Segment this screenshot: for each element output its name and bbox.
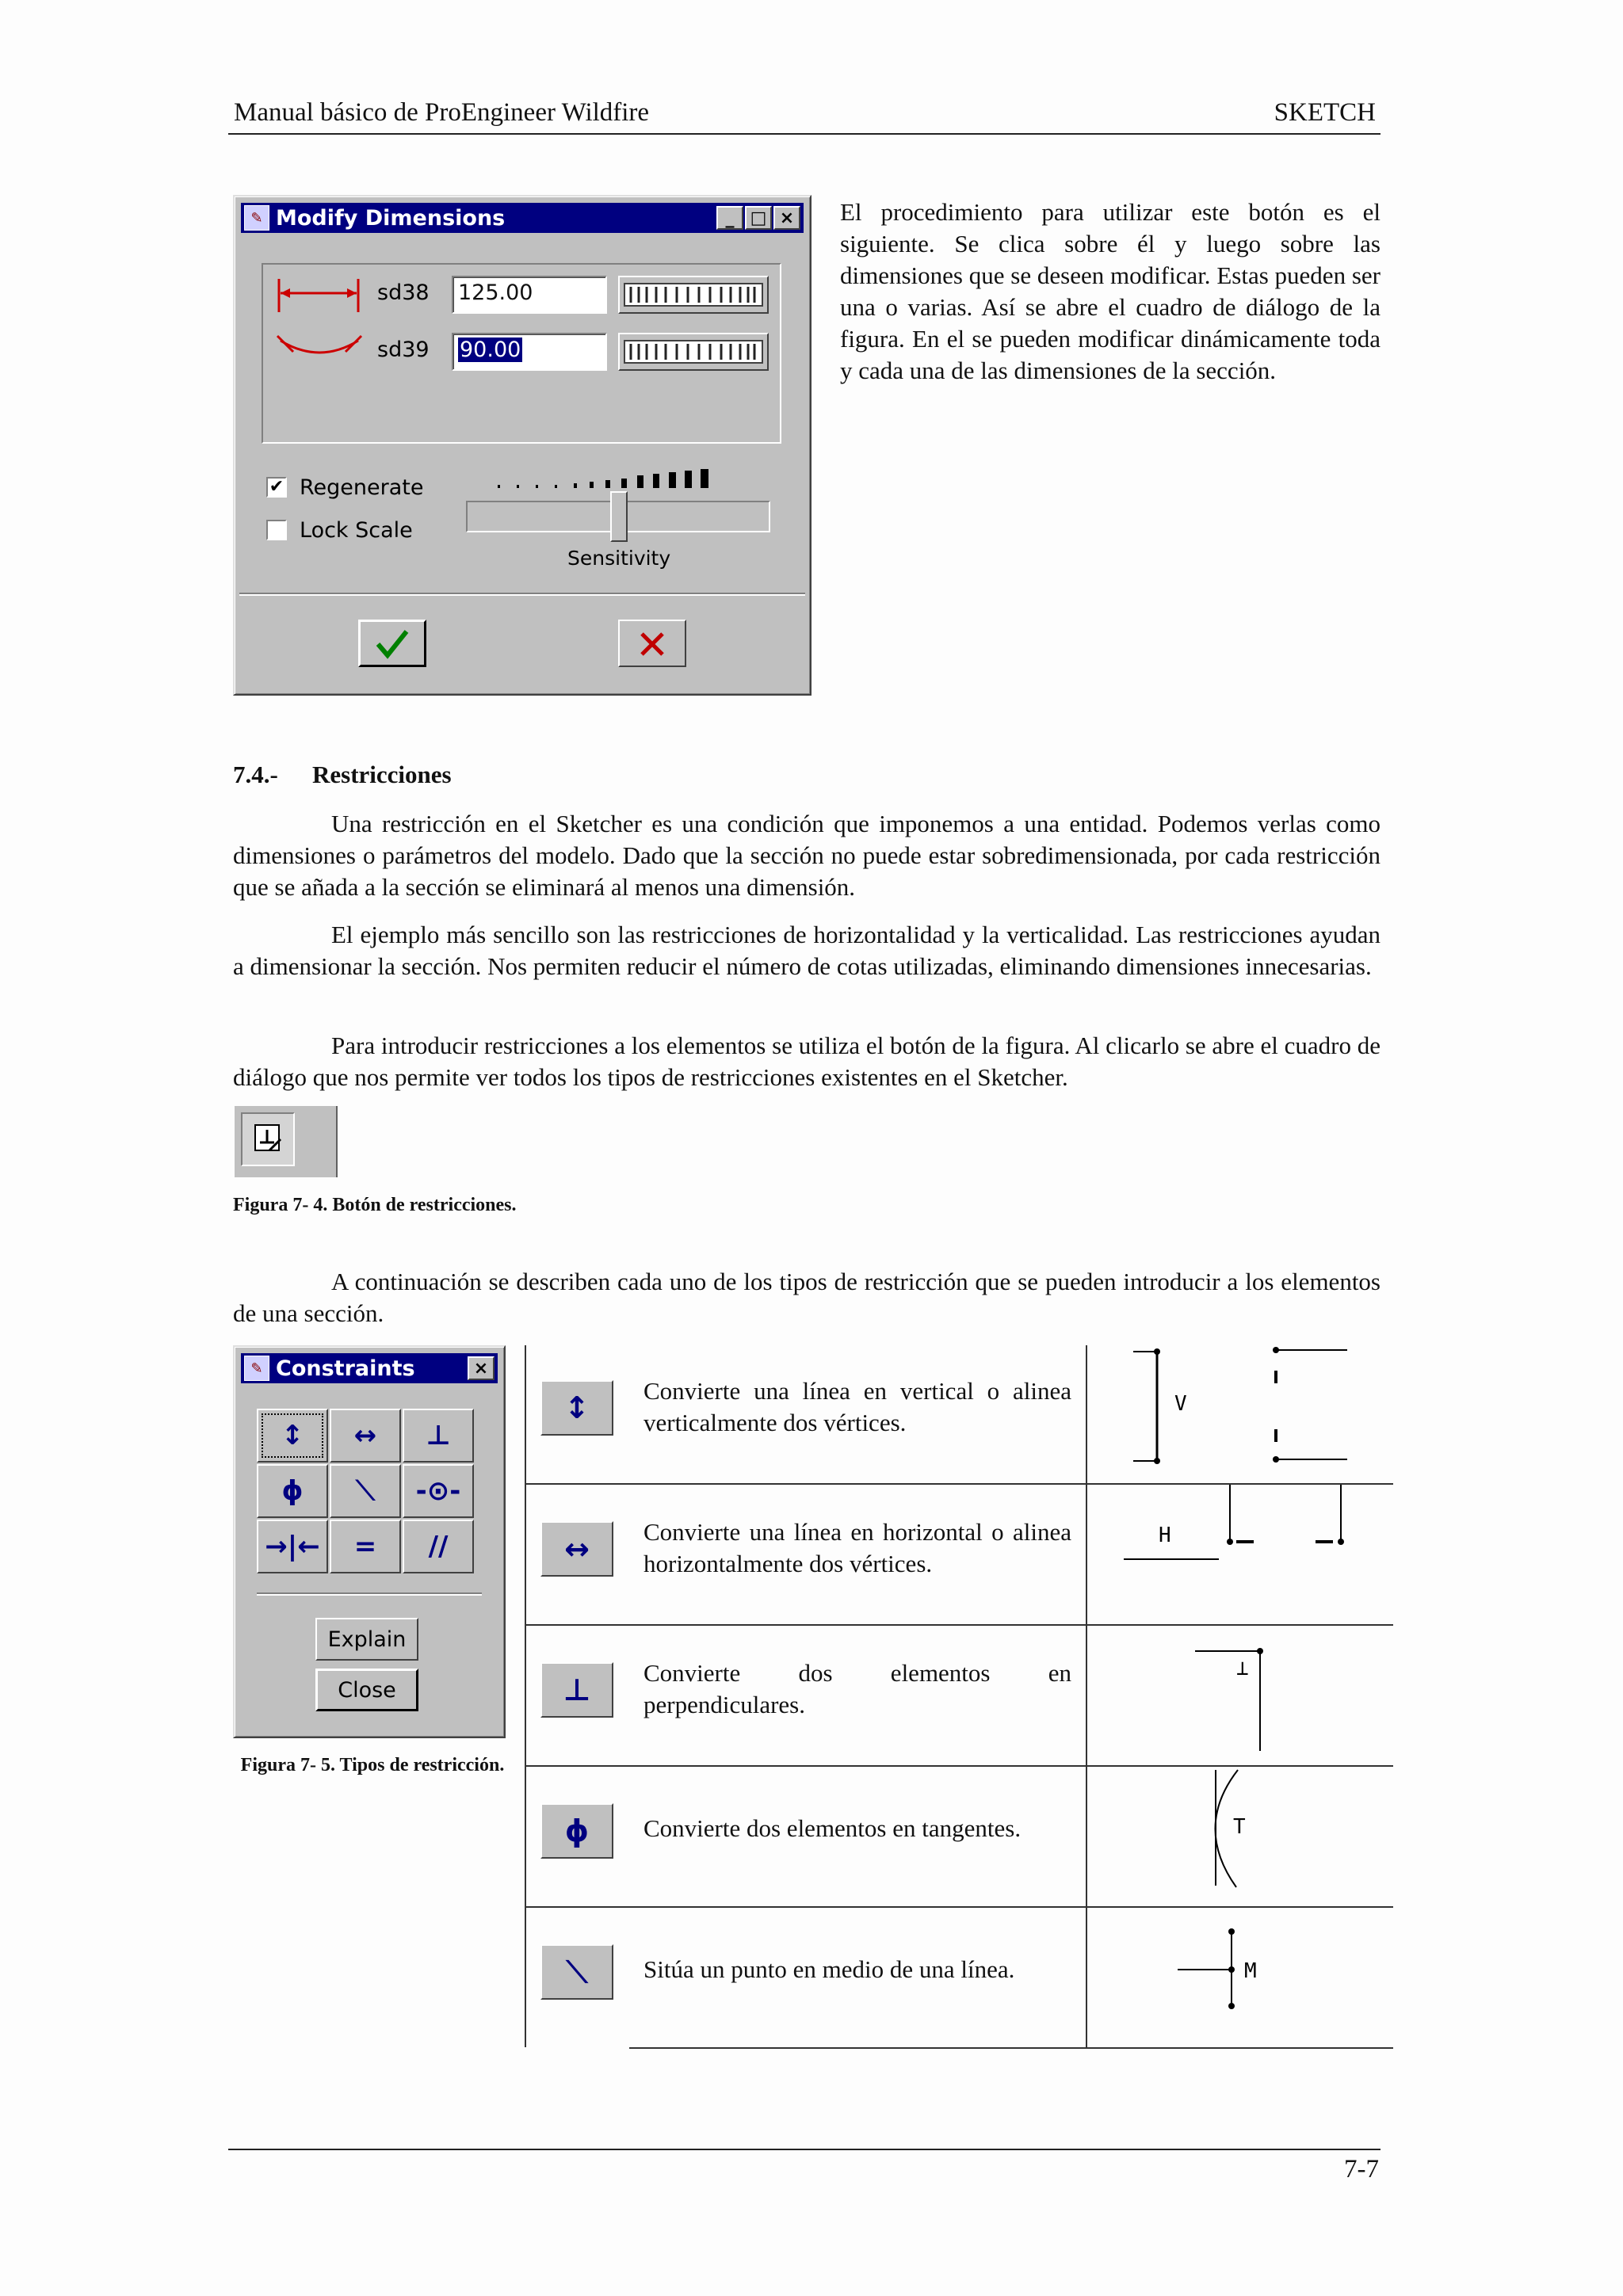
cancel-button[interactable]: [618, 620, 686, 667]
perpendicular-constraint-button[interactable]: [403, 1409, 474, 1463]
sensitivity-label: Sensitivity: [567, 547, 671, 570]
minimize-button[interactable]: _: [716, 206, 743, 230]
table-row-rule: [526, 1906, 1393, 1908]
table-divider: [1086, 1345, 1087, 2047]
section-number: 7.4.-: [233, 761, 278, 788]
midpoint-icon: ⟍: [566, 1954, 588, 1989]
horizontal-constraint-button[interactable]: [330, 1409, 401, 1463]
table-row-perpendicular-button: [540, 1662, 613, 1718]
parallel-constraint-button[interactable]: [403, 1520, 474, 1573]
dimension-value-sd39[interactable]: [452, 333, 607, 371]
midpoint-constraint-button[interactable]: [330, 1464, 401, 1518]
constraints-dialog: [233, 1345, 506, 1738]
close-window-button[interactable]: ×: [468, 1356, 495, 1380]
midpoint-sketch-label: M: [1244, 1959, 1257, 1983]
constraints-toolbar-figure: [235, 1106, 338, 1177]
point-on-entity-constraint-button[interactable]: [403, 1464, 474, 1518]
dimension-name-sd39: sd39: [377, 338, 430, 362]
horizontal-icon: ↔: [353, 1420, 377, 1451]
midpoint-sketch-example: [1117, 1917, 1387, 2036]
vertical-icon: ↕: [564, 1390, 590, 1425]
figure-4-caption: Figura 7- 4. Botón de restricciones.: [233, 1195, 517, 1215]
figure-5-caption: Figura 7- 5. Tipos de restricción.: [240, 1755, 505, 1775]
explain-button[interactable]: Explain: [315, 1618, 418, 1661]
table-row-midpoint-text: Sitúa un punto en medio de una línea.: [643, 1955, 1015, 1983]
equal-constraint-button[interactable]: [330, 1520, 401, 1573]
tangent-icon: ϕ: [281, 1475, 304, 1507]
app-icon: ✎: [244, 205, 269, 231]
thumbwheel-icon: [620, 334, 767, 369]
constraints-tool-icon: [242, 1114, 293, 1165]
paragraph-1: Una restricción en el Sketcher es una condición que imponemos a una entidad. Podemos verlas como dimensiones o parámetros del modelo. Dado que la sección no puede estar sobredimensionada, por cada restricción que se añada a la sección se eliminará al menos una dimensión.: [233, 810, 1381, 901]
close-window-button[interactable]: ×: [773, 206, 800, 230]
running-header-left: Manual básico de ProEngineer Wildfire: [234, 98, 650, 127]
table-row-vertical-text: Convierte una línea en vertical o alinea verticalmente dos vértices.: [643, 1377, 1071, 1436]
thumbwheel-sd38[interactable]: [618, 276, 769, 314]
regenerate-label: Regenerate: [300, 475, 424, 500]
tangent-constraint-button[interactable]: [257, 1464, 328, 1518]
app-icon: ✎: [244, 1356, 269, 1381]
table-row-tangent-button: [540, 1803, 613, 1859]
thumbwheel-sd39[interactable]: [618, 333, 769, 371]
perpendicular-sketch-label: ⊥: [1236, 1657, 1249, 1680]
dimension-value-sd38[interactable]: 125.00: [452, 276, 607, 314]
table-row-horizontal-text: Convierte una línea en horizontal o alinea horizontalmente dos vértices.: [643, 1518, 1071, 1577]
symmetric-icon: →|←: [265, 1531, 320, 1562]
tangent-icon: ϕ: [564, 1814, 590, 1848]
ok-button[interactable]: [358, 620, 426, 667]
linear-dimension-icon: [276, 276, 363, 315]
midpoint-icon: ⟍: [356, 1475, 375, 1507]
horizontal-icon: ↔: [564, 1531, 590, 1566]
header-rule: [228, 133, 1381, 135]
intro-paragraph: El procedimiento para utilizar este botón es el siguiente. Se clica sobre él y luego sobre las dimensiones que se deseen modificar. Estas pueden ser una o varias. Así se abre el cuadro de diálogo de la figura. En el se pueden modificar dinámicamente toda y cada una de las dimensiones de la sección.: [840, 198, 1381, 384]
vertical-icon: ↕: [281, 1420, 304, 1451]
thumbwheel-icon: [620, 277, 767, 312]
modify-dimensions-dialog: [233, 195, 812, 696]
check-icon: [361, 622, 424, 665]
sensitivity-scale-icon: [496, 466, 734, 493]
table-row-midpoint-button: [540, 1944, 613, 2000]
vertical-sketch-label: V: [1174, 1392, 1187, 1416]
table-row-vertical-button: [540, 1380, 613, 1436]
point-on-entity-icon: -⊙-: [415, 1475, 461, 1507]
angular-dimension-icon: [276, 333, 363, 364]
constraints-dialog-titlebar: [241, 1353, 498, 1383]
regenerate-checkbox[interactable]: ✔: [266, 477, 287, 498]
perpendicular-icon: ⊥: [563, 1672, 591, 1707]
vertical-constraint-button[interactable]: [257, 1409, 328, 1463]
section-title: Restricciones: [312, 761, 452, 788]
parallel-icon: //: [428, 1531, 449, 1562]
table-bottom-rule: [629, 2047, 1393, 2049]
selected-value-text: 90.00: [460, 338, 521, 362]
footer-rule: [228, 2149, 1381, 2150]
sensitivity-slider-thumb[interactable]: [610, 491, 628, 542]
dimension-name-sd38: sd38: [377, 280, 430, 305]
page-number: 7-7: [1344, 2155, 1379, 2183]
table-row-tangent-text: Convierte dos elementos en tangentes.: [643, 1814, 1022, 1842]
constraints-toolbar-button[interactable]: [241, 1112, 295, 1166]
vertical-sketch-example: [1117, 1344, 1387, 1474]
paragraph-3: Para introducir restricciones a los elementos se utiliza el botón de la figura. Al clicarlo se abre el cuadro de diálogo que nos permite ver todos los tipos de restricciones existentes en el Sketcher.: [233, 1032, 1381, 1091]
close-button[interactable]: Close: [315, 1669, 418, 1711]
perpendicular-sketch-example: [1117, 1640, 1387, 1759]
dialog-separator: [257, 1592, 482, 1596]
horizontal-sketch-label: H: [1159, 1524, 1171, 1547]
maximize-button[interactable]: □: [745, 206, 772, 230]
table-row-perpendicular-text: Convierte dos elementos en perpendiculares.: [643, 1659, 1071, 1718]
paragraph-2: El ejemplo más sencillo son las restricciones de horizontalidad y la verticalidad. Las restricciones ayudan a dimensionar la sección. Nos permiten reducir el número de cotas utilizadas, eliminando dimensiones innecesarias.: [233, 921, 1381, 980]
tangent-sketch-label: T: [1233, 1815, 1246, 1839]
tangent-sketch-example: [1117, 1767, 1387, 1901]
horizontal-sketch-example: [1117, 1485, 1387, 1564]
modify-dialog-titlebar: [241, 203, 804, 233]
paragraph-continue: A continuación se describen cada uno de los tipos de restricción que se pueden introducir a los elementos de una sección.: [233, 1268, 1381, 1327]
constraints-dialog-title: Constraints: [276, 1356, 415, 1381]
perpendicular-icon: ⊥: [426, 1420, 451, 1451]
running-header-right: SKETCH: [1274, 98, 1376, 127]
modify-dialog-title: Modify Dimensions: [276, 205, 506, 231]
symmetric-constraint-button[interactable]: [257, 1520, 328, 1573]
lock-scale-label: Lock Scale: [300, 518, 413, 543]
lock-scale-checkbox[interactable]: [266, 520, 287, 540]
dialog-separator: [239, 593, 805, 596]
table-left-border: [525, 1345, 526, 2047]
table-row-rule: [526, 1624, 1393, 1626]
x-icon: [620, 621, 685, 666]
table-row-horizontal-button: [540, 1521, 613, 1577]
equal-icon: =: [353, 1531, 377, 1562]
